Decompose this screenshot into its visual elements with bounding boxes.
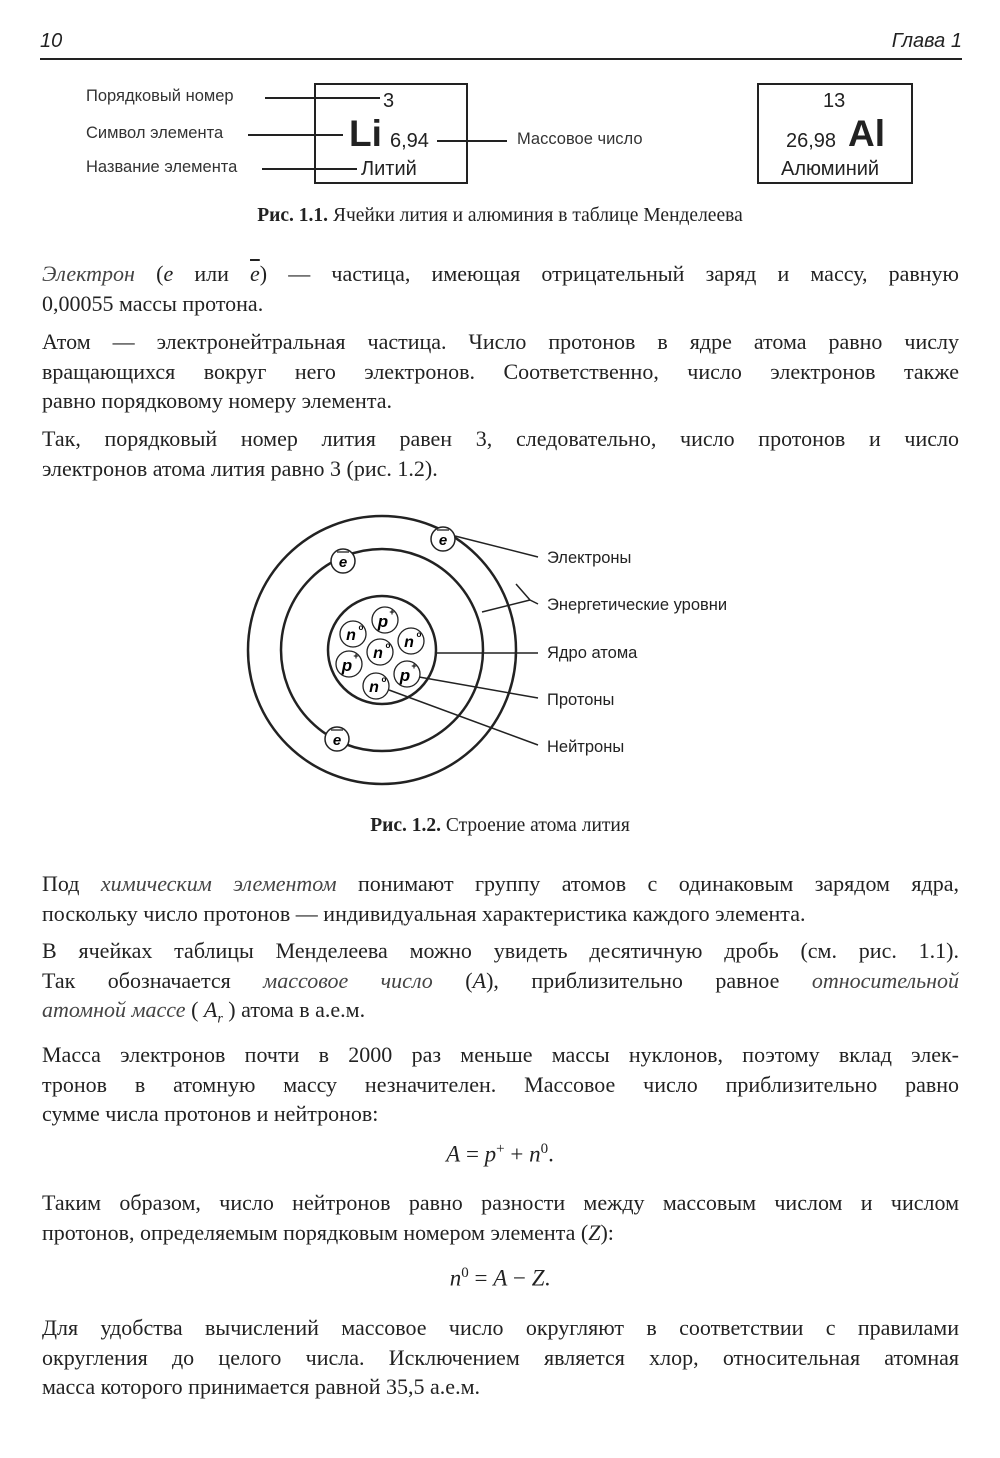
svg-text:p: p xyxy=(341,656,353,675)
aluminium-mass: 26,98 xyxy=(786,130,837,152)
label-protons: Протоны xyxy=(547,691,615,709)
proton xyxy=(372,607,398,633)
text-fragment: или xyxy=(173,261,251,286)
text-fragment: Так обозначается xyxy=(42,967,264,993)
label-neutrons: Нейтроны xyxy=(547,738,625,756)
neutron xyxy=(398,628,424,654)
svg-text:e: e xyxy=(438,532,448,549)
caption-label: Рис. 1.2. xyxy=(370,815,441,836)
lithium-cell xyxy=(314,83,468,184)
symbol-Z: Z xyxy=(588,1219,601,1245)
svg-text:e: e xyxy=(332,732,342,749)
svg-text:n: n xyxy=(346,627,356,644)
electron-bar-symbol: $\overline{e}$ xyxy=(250,261,260,286)
lithium-name: Литий xyxy=(361,158,417,180)
lithium-mass: 6,94 xyxy=(390,130,429,152)
text-fragment: понимают группу атомов с одинаковым зарядом ядра, xyxy=(336,871,959,896)
lithium-number: 3 xyxy=(383,90,395,112)
paragraph-mass-number xyxy=(42,936,959,1034)
paragraph-line: Масса электронов почти в 2000 раз меньше массы нуклонов, поэтому вклад элек- xyxy=(42,1042,959,1067)
caption-label: Рис. 1.1. xyxy=(257,205,329,226)
electron xyxy=(331,549,355,573)
text-fragment: ( xyxy=(134,261,164,286)
paragraph-line: Так, порядковый номер лития равен 3, следовательно, число протонов и число xyxy=(42,426,959,451)
electron-symbol: e xyxy=(163,261,174,286)
aluminium-number: 13 xyxy=(823,90,846,112)
paragraph-line: электронов атома лития равно 3 (рис. 1.2). xyxy=(42,455,438,481)
paragraph-line xyxy=(42,995,959,1034)
term-relative: относительной xyxy=(811,967,960,993)
caption-text: Строение атома лития xyxy=(445,815,630,836)
term-electron: Электрон xyxy=(42,261,135,286)
symbol-A: A xyxy=(203,997,218,1022)
label-nucleus: Ядро атома xyxy=(547,644,638,662)
paragraph-line: тронов в атомную массу незначителен. Массовое число приблизительно равно xyxy=(42,1071,959,1097)
figure-1-2-caption xyxy=(0,815,1000,837)
formula-superscript: 0 xyxy=(461,1265,469,1281)
paragraph-line: масса которого принимается равной 35,5 а.е.м. xyxy=(42,1374,480,1399)
label-mass-number: Массовое число xyxy=(517,130,643,148)
paragraph-line: 0,00055 массы протона. xyxy=(42,290,264,316)
proton xyxy=(336,651,362,677)
text-fragment: ): xyxy=(600,1219,614,1245)
formula-symbol: n xyxy=(529,1141,541,1167)
text-fragment: ) атома в а.е.м. xyxy=(222,997,366,1022)
paragraph-rounding xyxy=(42,1313,959,1402)
svg-text:n: n xyxy=(404,634,414,651)
svg-text:+: + xyxy=(353,651,359,661)
svg-text:n: n xyxy=(373,645,383,662)
text-fragment: ) — частица, имеющая отрицательный заряд и массу, равную xyxy=(259,261,959,286)
paragraph-line: В ячейках таблицы Менделеева можно увидеть десятичную дробь (см. рис. 1.1). xyxy=(42,938,959,963)
term-atomic-mass: атомной массе xyxy=(42,997,186,1022)
paragraph-line: равно порядковому номеру элемента. xyxy=(42,388,392,413)
formula-symbol: p xyxy=(484,1141,497,1167)
paragraph-chemical-element xyxy=(42,869,959,928)
svg-text:o: o xyxy=(381,675,387,684)
formula-operator: . xyxy=(548,1141,554,1167)
svg-text:o: o xyxy=(385,641,391,650)
svg-text:o: o xyxy=(358,623,364,632)
paragraph-atom xyxy=(42,327,959,416)
paragraph-line: поскольку число протонов — индивидуальная характеристика каждого элемента. xyxy=(42,900,806,926)
symbol-A: A xyxy=(472,967,487,993)
leader-line-neutrons xyxy=(389,690,538,745)
formula-symbol: A xyxy=(493,1265,508,1291)
neutron xyxy=(363,673,389,699)
proton xyxy=(394,661,420,687)
formula-operator: . xyxy=(544,1265,551,1291)
text-fragment: протонов, определяемым порядковым номером элемента ( xyxy=(42,1219,589,1245)
label-electrons: Электроны xyxy=(547,549,632,567)
label-element-symbol: Символ элемента xyxy=(86,124,224,142)
paragraph-line xyxy=(42,966,959,996)
text-fragment: ( xyxy=(432,967,473,993)
formula-superscript: 0 xyxy=(540,1141,549,1157)
paragraph-line: Атом — электронейтральная частица. Число протонов в ядре атома равно числу xyxy=(42,329,959,354)
lithium-symbol: Li xyxy=(349,113,382,154)
formula-mass-number xyxy=(0,1141,1000,1168)
electron xyxy=(325,727,349,751)
label-element-name: Название элемента xyxy=(86,158,238,176)
leader-line-levels xyxy=(530,600,538,604)
term-mass-number: массовое число xyxy=(263,967,433,993)
formula-neutrons xyxy=(0,1265,1000,1292)
caption-text: Ячейки лития и алюминия в таблице Менделеева xyxy=(332,205,743,226)
formula-operator: − xyxy=(507,1265,532,1291)
paragraph-line xyxy=(42,259,959,289)
aluminium-name: Алюминий xyxy=(781,158,880,180)
paragraph-lithium xyxy=(42,424,959,483)
formula-operator: + xyxy=(504,1141,530,1167)
svg-text:p: p xyxy=(377,612,389,631)
paragraph-line: сумме числа протонов и нейтронов: xyxy=(42,1101,379,1126)
svg-text:+: + xyxy=(389,607,395,617)
paragraph-line: вращающихся вокруг него электронов. Соответственно, число электронов также xyxy=(42,358,959,384)
neutron xyxy=(367,639,393,665)
formula-superscript: + xyxy=(496,1141,505,1157)
electron xyxy=(431,527,455,551)
formula-symbol: n xyxy=(449,1265,462,1291)
svg-text:+: + xyxy=(411,661,417,671)
paragraph-line xyxy=(42,869,959,899)
page-header xyxy=(40,30,962,60)
figure-1-1-caption xyxy=(0,205,1000,227)
leader-line-levels-outer xyxy=(516,584,530,600)
term-chemical-element: химическим элементом xyxy=(100,871,337,896)
svg-text:n: n xyxy=(369,679,379,696)
text-fragment: ), приблизительно равное xyxy=(486,967,812,993)
formula-symbol: Z xyxy=(531,1265,545,1291)
label-ordinal-number: Порядковый номер xyxy=(86,87,234,105)
page-number: 10 xyxy=(40,30,63,52)
svg-text:o: o xyxy=(416,630,422,639)
aluminium-cell xyxy=(757,83,913,184)
text-fragment: Под xyxy=(42,871,101,896)
chapter-title: Глава 1 xyxy=(891,30,962,52)
symbol-subscript-r: r xyxy=(217,1011,223,1027)
aluminium-symbol: Al xyxy=(848,113,885,154)
neutron xyxy=(340,621,366,647)
svg-text:e: e xyxy=(338,554,348,571)
paragraph-neutrons xyxy=(42,1188,959,1247)
text-fragment: ( xyxy=(185,997,204,1022)
formula-operator: = xyxy=(460,1141,485,1167)
paragraph-line: округления до целого числа. Исключением является хлор, относительная атомная xyxy=(42,1344,959,1370)
paragraph-line xyxy=(42,1218,959,1248)
paragraph-line: Для удобства вычислений массовое число округляют в соответствии с правилами xyxy=(42,1315,959,1340)
svg-text:p: p xyxy=(399,666,411,685)
paragraph-line: Таким образом, число нейтронов равно разности между массовым числом и числом xyxy=(42,1190,959,1215)
label-energy-levels: Энергетические уровни xyxy=(547,596,728,614)
formula-symbol: A xyxy=(446,1141,461,1167)
paragraph-electron-mass xyxy=(42,1040,959,1129)
formula-operator: = xyxy=(468,1265,494,1291)
atom-diagram xyxy=(0,500,1000,800)
paragraph-electron xyxy=(42,259,959,318)
